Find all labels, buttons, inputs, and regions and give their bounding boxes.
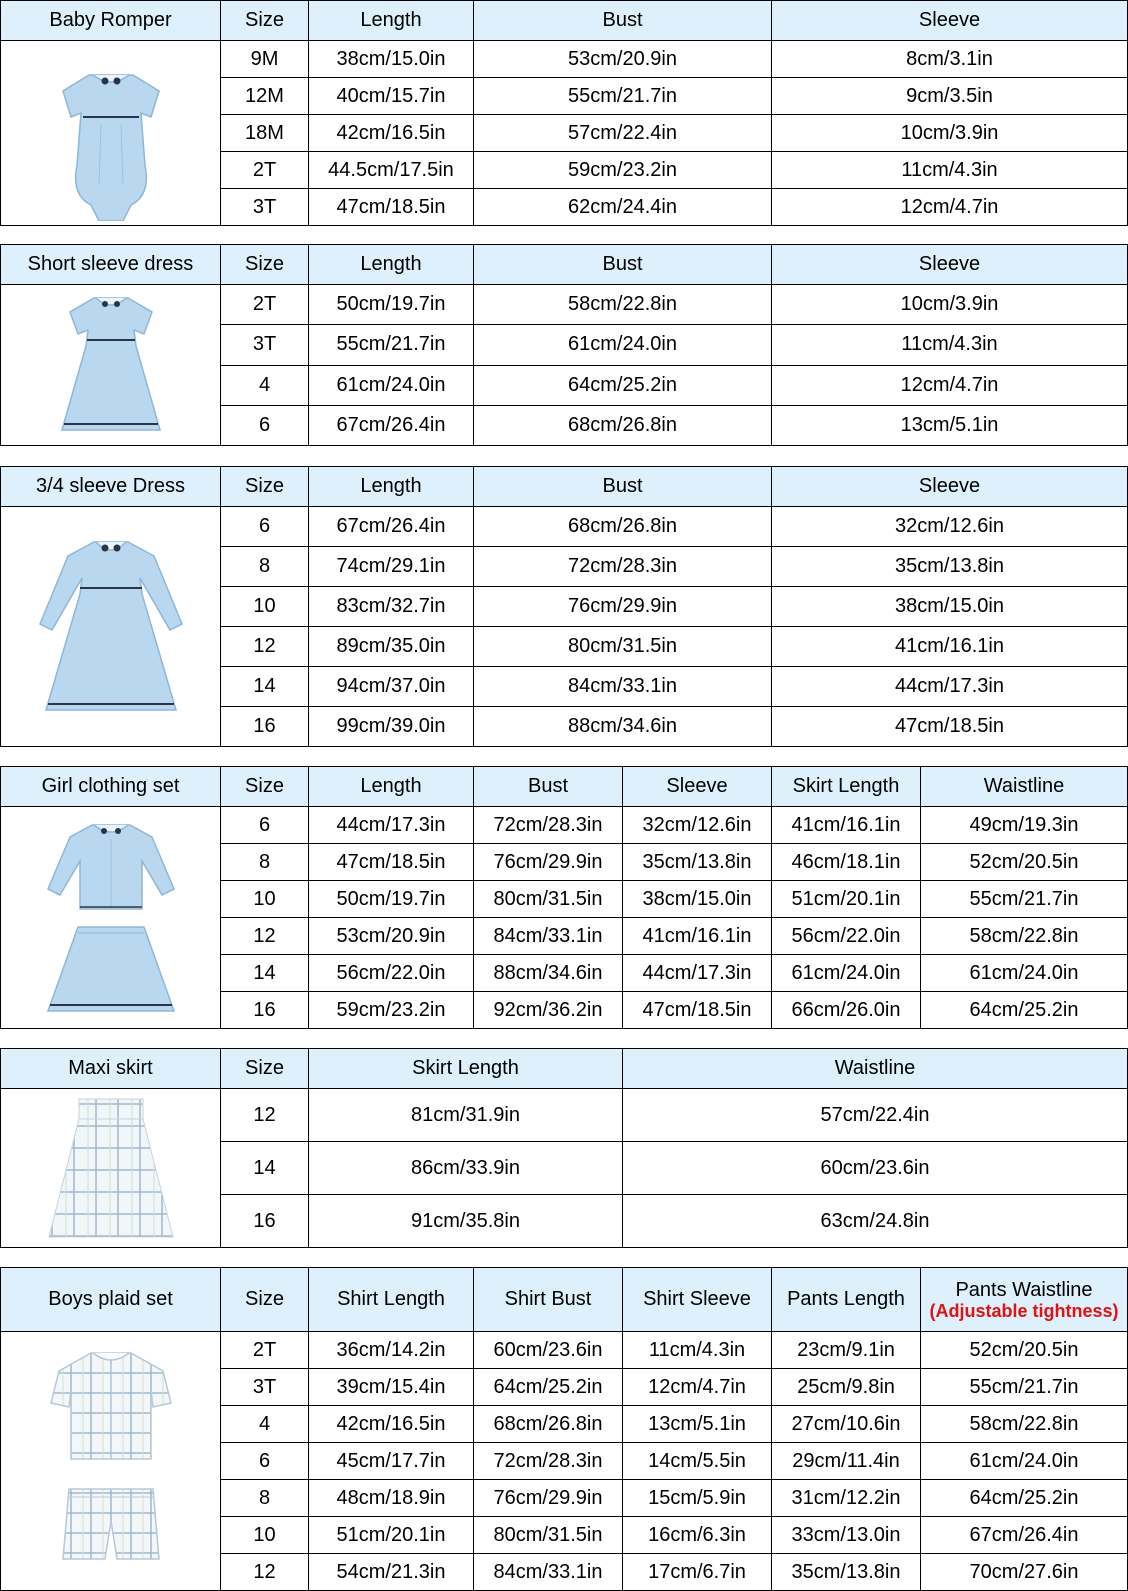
measurement-cell: 55cm/21.7in xyxy=(921,1369,1128,1406)
size-cell: 6 xyxy=(221,1443,309,1480)
measurement-cell: 25cm/9.8in xyxy=(772,1369,921,1406)
product-name: Short sleeve dress xyxy=(1,245,221,285)
measurement-cell: 44cm/17.3in xyxy=(623,955,772,992)
measurement-cell: 23cm/9.1in xyxy=(772,1332,921,1369)
measurement-cell: 64cm/25.2in xyxy=(921,1480,1128,1517)
measurement-cell: 60cm/23.6in xyxy=(623,1142,1128,1195)
measurement-cell: 61cm/24.0in xyxy=(772,955,921,992)
measurement-cell: 40cm/15.7in xyxy=(309,78,474,115)
column-header: Sleeve xyxy=(623,767,772,807)
measurement-cell: 58cm/22.8in xyxy=(921,918,1128,955)
measurement-cell: 10cm/3.9in xyxy=(772,285,1128,325)
measurement-cell: 56cm/22.0in xyxy=(772,918,921,955)
measurement-cell: 64cm/25.2in xyxy=(474,365,772,405)
column-header: Bust xyxy=(474,1,772,41)
size-cell: 3T xyxy=(221,1369,309,1406)
measurement-cell: 11cm/4.3in xyxy=(623,1332,772,1369)
measurement-cell: 67cm/26.4in xyxy=(921,1517,1128,1554)
measurement-cell: 72cm/28.3in xyxy=(474,547,772,587)
table-header-row xyxy=(1,1,1128,41)
size-cell: 14 xyxy=(221,955,309,992)
measurement-cell: 15cm/5.9in xyxy=(623,1480,772,1517)
measurement-cell: 27cm/10.6in xyxy=(772,1406,921,1443)
product-image-cell xyxy=(1,507,221,747)
measurement-cell: 11cm/4.3in xyxy=(772,152,1128,189)
measurement-cell: 41cm/16.1in xyxy=(772,807,921,844)
measurement-cell: 29cm/11.4in xyxy=(772,1443,921,1480)
column-header: Size xyxy=(221,1268,309,1332)
table-row xyxy=(1,285,1128,325)
measurement-cell: 80cm/31.5in xyxy=(474,627,772,667)
short-sleeve-dress-table xyxy=(0,244,1128,446)
column-header: Length xyxy=(309,245,474,285)
column-header: Size xyxy=(221,245,309,285)
measurement-cell: 54cm/21.3in xyxy=(309,1554,474,1591)
measurement-cell: 16cm/6.3in xyxy=(623,1517,772,1554)
product-name: Girl clothing set xyxy=(1,767,221,807)
measurement-cell: 88cm/34.6in xyxy=(474,955,623,992)
size-cell: 8 xyxy=(221,547,309,587)
size-cell: 14 xyxy=(221,667,309,707)
measurement-cell: 89cm/35.0in xyxy=(309,627,474,667)
column-header: Length xyxy=(309,467,474,507)
size-cell: 2T xyxy=(221,152,309,189)
measurement-cell: 42cm/16.5in xyxy=(309,115,474,152)
table-header-row xyxy=(1,1268,1128,1332)
baby-romper-icon xyxy=(51,45,171,221)
column-header: Shirt Bust xyxy=(474,1268,623,1332)
size-cell: 2T xyxy=(221,285,309,325)
table-header-row xyxy=(1,467,1128,507)
table-header-row xyxy=(1,245,1128,285)
measurement-cell: 44cm/17.3in xyxy=(772,667,1128,707)
measurement-cell: 67cm/26.4in xyxy=(309,507,474,547)
short-sleeve-dress-icon xyxy=(56,290,166,440)
size-cell: 4 xyxy=(221,365,309,405)
column-header: Sleeve xyxy=(772,467,1128,507)
measurement-cell: 84cm/33.1in xyxy=(474,918,623,955)
size-cell: 6 xyxy=(221,507,309,547)
measurement-cell: 33cm/13.0in xyxy=(772,1517,921,1554)
measurement-cell: 88cm/34.6in xyxy=(474,707,772,747)
measurement-cell: 72cm/28.3in xyxy=(474,1443,623,1480)
measurement-cell: 68cm/26.8in xyxy=(474,405,772,445)
boys-plaid-set-icon xyxy=(41,1343,181,1579)
size-cell: 4 xyxy=(221,1406,309,1443)
column-header: Waistline xyxy=(623,1049,1128,1089)
measurement-cell: 64cm/25.2in xyxy=(474,1369,623,1406)
measurement-cell: 41cm/16.1in xyxy=(772,627,1128,667)
measurement-cell: 86cm/33.9in xyxy=(309,1142,623,1195)
size-cell: 2T xyxy=(221,1332,309,1369)
measurement-cell: 38cm/15.0in xyxy=(309,41,474,78)
product-name: Boys plaid set xyxy=(1,1268,221,1332)
girl-clothing-set-icon xyxy=(36,815,186,1021)
measurement-cell: 70cm/27.6in xyxy=(921,1554,1128,1591)
column-header: Size xyxy=(221,1,309,41)
measurement-cell: 92cm/36.2in xyxy=(474,992,623,1029)
measurement-cell: 72cm/28.3in xyxy=(474,807,623,844)
measurement-cell: 60cm/23.6in xyxy=(474,1332,623,1369)
measurement-cell: 56cm/22.0in xyxy=(309,955,474,992)
baby-romper-table xyxy=(0,0,1128,226)
size-cell: 12M xyxy=(221,78,309,115)
measurement-cell: 58cm/22.8in xyxy=(921,1406,1128,1443)
size-cell: 16 xyxy=(221,992,309,1029)
measurement-cell: 76cm/29.9in xyxy=(474,587,772,627)
measurement-cell: 35cm/13.8in xyxy=(623,844,772,881)
measurement-cell: 61cm/24.0in xyxy=(474,325,772,365)
measurement-cell: 74cm/29.1in xyxy=(309,547,474,587)
measurement-cell: 59cm/23.2in xyxy=(309,992,474,1029)
measurement-cell: 42cm/16.5in xyxy=(309,1406,474,1443)
size-cell: 9M xyxy=(221,41,309,78)
measurement-cell: 66cm/26.0in xyxy=(772,992,921,1029)
column-header: Waistline xyxy=(921,767,1128,807)
table-row xyxy=(1,41,1128,78)
table-row xyxy=(1,507,1128,547)
measurement-cell: 32cm/12.6in xyxy=(772,507,1128,547)
measurement-cell: 63cm/24.8in xyxy=(623,1195,1128,1248)
size-cell: 12 xyxy=(221,918,309,955)
size-cell: 8 xyxy=(221,844,309,881)
size-cell: 6 xyxy=(221,405,309,445)
measurement-cell: 67cm/26.4in xyxy=(309,405,474,445)
product-image-cell xyxy=(1,1332,221,1591)
measurement-cell: 55cm/21.7in xyxy=(309,325,474,365)
measurement-cell: 8cm/3.1in xyxy=(772,41,1128,78)
measurement-cell: 62cm/24.4in xyxy=(474,189,772,226)
measurement-cell: 55cm/21.7in xyxy=(921,881,1128,918)
size-cell: 12 xyxy=(221,1554,309,1591)
long-sleeve-dress-icon xyxy=(36,534,186,720)
measurement-cell: 10cm/3.9in xyxy=(772,115,1128,152)
size-cell: 12 xyxy=(221,1089,309,1142)
table-header-row xyxy=(1,1049,1128,1089)
measurement-cell: 11cm/4.3in xyxy=(772,325,1128,365)
measurement-cell: 44.5cm/17.5in xyxy=(309,152,474,189)
column-header: Bust xyxy=(474,245,772,285)
measurement-cell: 80cm/31.5in xyxy=(474,881,623,918)
table-row xyxy=(1,1089,1128,1142)
measurement-cell: 68cm/26.8in xyxy=(474,507,772,547)
measurement-cell: 55cm/21.7in xyxy=(474,78,772,115)
measurement-cell: 99cm/39.0in xyxy=(309,707,474,747)
measurement-cell: 58cm/22.8in xyxy=(474,285,772,325)
column-header: Bust xyxy=(474,467,772,507)
measurement-cell: 57cm/22.4in xyxy=(474,115,772,152)
measurement-cell: 12cm/4.7in xyxy=(772,189,1128,226)
table-header-row xyxy=(1,767,1128,807)
measurement-cell: 61cm/24.0in xyxy=(309,365,474,405)
boys-plaid-set-table xyxy=(0,1267,1128,1591)
column-header: Size xyxy=(221,467,309,507)
measurement-cell: 31cm/12.2in xyxy=(772,1480,921,1517)
measurement-cell: 52cm/20.5in xyxy=(921,844,1128,881)
column-header: Shirt Sleeve xyxy=(623,1268,772,1332)
size-cell: 10 xyxy=(221,881,309,918)
measurement-cell: 39cm/15.4in xyxy=(309,1369,474,1406)
adjustable-note: (Adjustable tightness) xyxy=(929,1300,1119,1321)
column-header-with-note xyxy=(921,1268,1128,1332)
measurement-cell: 47cm/18.5in xyxy=(309,189,474,226)
column-header: Size xyxy=(221,1049,309,1089)
size-cell: 16 xyxy=(221,1195,309,1248)
measurement-cell: 76cm/29.9in xyxy=(474,844,623,881)
measurement-cell: 50cm/19.7in xyxy=(309,881,474,918)
column-header: Sleeve xyxy=(772,1,1128,41)
measurement-cell: 48cm/18.9in xyxy=(309,1480,474,1517)
measurement-cell: 53cm/20.9in xyxy=(309,918,474,955)
measurement-cell: 44cm/17.3in xyxy=(309,807,474,844)
column-header: Length xyxy=(309,767,474,807)
measurement-cell: 51cm/20.1in xyxy=(309,1517,474,1554)
measurement-cell: 51cm/20.1in xyxy=(772,881,921,918)
product-name: Baby Romper xyxy=(1,1,221,41)
column-header: Bust xyxy=(474,767,623,807)
column-header: Sleeve xyxy=(772,245,1128,285)
product-name: 3/4 sleeve Dress xyxy=(1,467,221,507)
measurement-cell: 38cm/15.0in xyxy=(623,881,772,918)
measurement-cell: 12cm/4.7in xyxy=(623,1369,772,1406)
measurement-cell: 12cm/4.7in xyxy=(772,365,1128,405)
measurement-cell: 36cm/14.2in xyxy=(309,1332,474,1369)
size-cell: 8 xyxy=(221,1480,309,1517)
measurement-cell: 49cm/19.3in xyxy=(921,807,1128,844)
measurement-cell: 50cm/19.7in xyxy=(309,285,474,325)
measurement-cell: 91cm/35.8in xyxy=(309,1195,623,1248)
product-image-cell xyxy=(1,41,221,226)
size-cell: 10 xyxy=(221,1517,309,1554)
measurement-cell: 76cm/29.9in xyxy=(474,1480,623,1517)
measurement-cell: 13cm/5.1in xyxy=(623,1406,772,1443)
measurement-cell: 61cm/24.0in xyxy=(921,1443,1128,1480)
column-header: Pants Waistline xyxy=(955,1278,1093,1301)
column-header: Size xyxy=(221,767,309,807)
maxi-skirt-table xyxy=(0,1048,1128,1248)
measurement-cell: 13cm/5.1in xyxy=(772,405,1128,445)
measurement-cell: 45cm/17.7in xyxy=(309,1443,474,1480)
measurement-cell: 47cm/18.5in xyxy=(309,844,474,881)
size-cell: 18M xyxy=(221,115,309,152)
measurement-cell: 81cm/31.9in xyxy=(309,1089,623,1142)
size-cell: 16 xyxy=(221,707,309,747)
measurement-cell: 84cm/33.1in xyxy=(474,1554,623,1591)
column-header: Skirt Length xyxy=(772,767,921,807)
measurement-cell: 46cm/18.1in xyxy=(772,844,921,881)
measurement-cell: 64cm/25.2in xyxy=(921,992,1128,1029)
column-header: Pants Length xyxy=(772,1268,921,1332)
measurement-cell: 61cm/24.0in xyxy=(921,955,1128,992)
measurement-cell: 9cm/3.5in xyxy=(772,78,1128,115)
measurement-cell: 41cm/16.1in xyxy=(623,918,772,955)
product-name: Maxi skirt xyxy=(1,1049,221,1089)
measurement-cell: 59cm/23.2in xyxy=(474,152,772,189)
size-cell: 3T xyxy=(221,189,309,226)
three-quarter-sleeve-dress-table xyxy=(0,466,1128,747)
maxi-skirt-icon xyxy=(41,1093,181,1243)
measurement-cell: 53cm/20.9in xyxy=(474,41,772,78)
table-row xyxy=(1,1332,1128,1369)
product-image-cell xyxy=(1,285,221,446)
measurement-cell: 17cm/6.7in xyxy=(623,1554,772,1591)
measurement-cell: 94cm/37.0in xyxy=(309,667,474,707)
measurement-cell: 14cm/5.5in xyxy=(623,1443,772,1480)
measurement-cell: 57cm/22.4in xyxy=(623,1089,1128,1142)
measurement-cell: 38cm/15.0in xyxy=(772,587,1128,627)
measurement-cell: 47cm/18.5in xyxy=(623,992,772,1029)
measurement-cell: 32cm/12.6in xyxy=(623,807,772,844)
size-cell: 3T xyxy=(221,325,309,365)
measurement-cell: 83cm/32.7in xyxy=(309,587,474,627)
measurement-cell: 68cm/26.8in xyxy=(474,1406,623,1443)
column-header: Shirt Length xyxy=(309,1268,474,1332)
column-header: Skirt Length xyxy=(309,1049,623,1089)
girl-clothing-set-table xyxy=(0,766,1128,1029)
measurement-cell: 35cm/13.8in xyxy=(772,1554,921,1591)
measurement-cell: 35cm/13.8in xyxy=(772,547,1128,587)
column-header: Length xyxy=(309,1,474,41)
size-cell: 10 xyxy=(221,587,309,627)
measurement-cell: 47cm/18.5in xyxy=(772,707,1128,747)
measurement-cell: 84cm/33.1in xyxy=(474,667,772,707)
size-cell: 12 xyxy=(221,627,309,667)
size-cell: 6 xyxy=(221,807,309,844)
product-image-cell xyxy=(1,807,221,1029)
product-image-cell xyxy=(1,1089,221,1248)
table-row xyxy=(1,807,1128,844)
measurement-cell: 80cm/31.5in xyxy=(474,1517,623,1554)
measurement-cell: 52cm/20.5in xyxy=(921,1332,1128,1369)
size-cell: 14 xyxy=(221,1142,309,1195)
